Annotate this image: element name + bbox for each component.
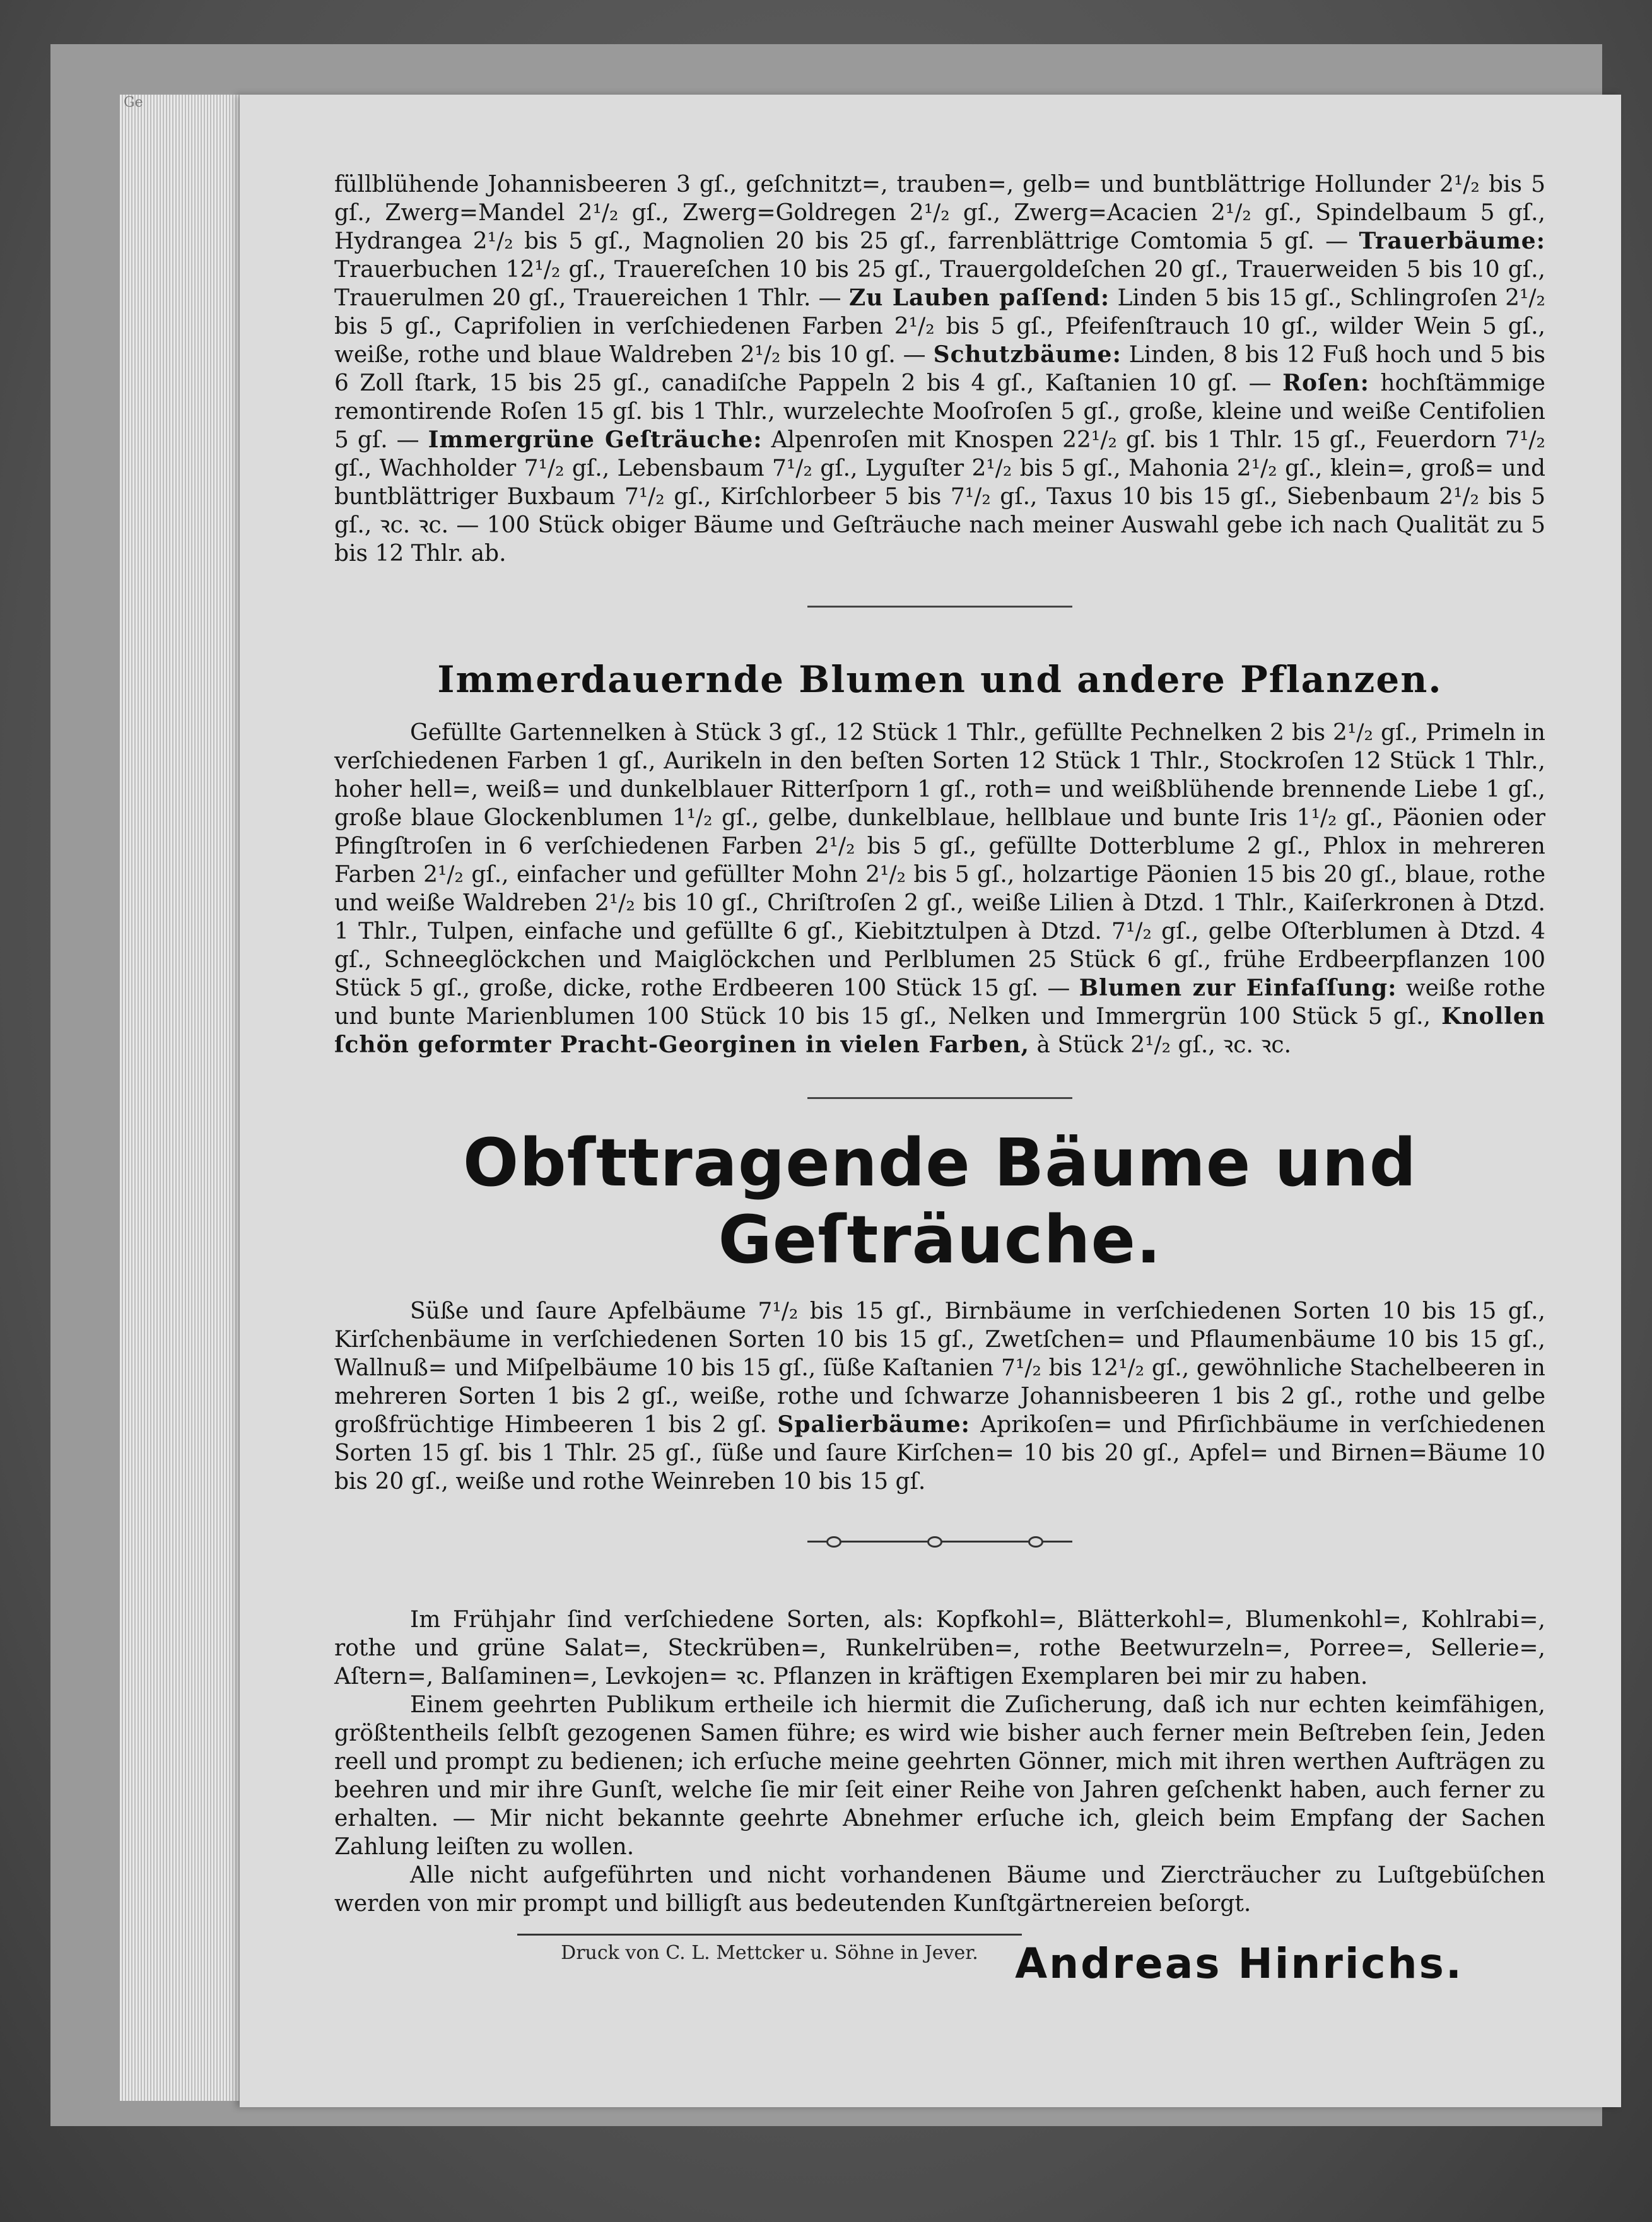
flowers-heading: Immerdauernde Blumen und andere Pflanzen.: [437, 658, 1443, 701]
georginen-highlight: Knollen ſchön geformter Pracht-Georginen in vielen Farben,: [334, 1003, 1545, 1058]
subheading-schutzbaeume: Schutzbäume:: [933, 341, 1122, 368]
text-run: füllblühende Johannisbeeren 3 gſ., geſchnitzt=, trauben=, gelb= und buntblättrige Hollunder 2¹/₂ bis 5 gſ., Zwerg=Mandel 2¹/₂ gſ., Zwerg=Goldregen 2¹/₂ gſ., Zwerg=Acacien 2¹/₂ gſ., Spindelbaum 5 gſ., Hydrangea 2¹/₂ bis 5 gſ., Magnolien 20 bis 25 gſ., farrenblättrige Comtomia 5 gſ. —: [334, 172, 1545, 254]
subheading-rosen: Roſen:: [1282, 370, 1369, 396]
imprint-rule: [517, 1934, 1022, 1936]
text-run: Aprikoſen= und Pfirſichbäume in verſchiedenen Sorten 15 gſ. bis 1 Thlr. 25 gſ., ſüße und ſaure Kirſchen= 10 bis 20 gſ., Apfel= und Birnen=Bäume 10 bis 20 gſ., weiße und rothe Weinreben 10 bis 15 gſ.: [334, 1412, 1545, 1495]
section-divider: [807, 606, 1072, 608]
signature: Andreas Hinrichs.: [1015, 1939, 1463, 1988]
text-run: Linden, 8 bis 12 Fuß hoch und 5 bis 6 Zoll ſtark, 15 bis 25 gſ., canadiſche Pappeln 2 bis 4 gſ., Kaſtanien 10 gſ. —: [334, 342, 1545, 396]
fruit-trees-paragraph: [334, 1297, 1545, 1496]
divider-knot: [826, 1536, 841, 1548]
printer-imprint: Druck von C. L. Mettcker u. Söhne in Jever.: [561, 1942, 978, 1964]
text-run: à Stück 2¹/₂ gſ., ꝛc. ꝛc.: [1036, 1032, 1292, 1058]
flowers-paragraph: [334, 719, 1545, 1059]
running-head: Ge: [124, 95, 143, 110]
ornamental-trees-paragraph: [334, 170, 1545, 568]
text-run: hochſtämmige remontirende Roſen 15 gſ. bis 1 Thlr., wurzelechte Mooſroſen 5 gſ., große, kleine und weiße Centifolien 5 gſ. —: [334, 370, 1545, 453]
text-run: Gefüllte Gartennelken à Stück 3 gſ., 12 Stück 1 Thlr., gefüllte Pechnelken 2 bis 2¹/₂ gſ., Primeln in verſchiedenen Farben 1 gſ., Aurikeln in den beſten Sorten 12 Stück 1 Thlr., Stockroſen 12 Stück 1 Thlr., hoher hell=, weiß= und dunkelblauer Ritterſporn 1 gſ., roth= und weißblühende brennende Liebe 1 gſ., große blaue Glockenblumen 1¹/₂ gſ., gelbe, dunkelblaue, hellblaue und bunte Iris 1¹/₂ gſ., Päonien oder Pfingſtroſen in 6 verſchiedenen Farben 2¹/₂ bis 5 gſ., gefüllte Dotterblume 2 gſ., Phlox in mehreren Farben 2¹/₂ gſ., einfacher und gefüllter Mohn 2¹/₂ bis 5 gſ., holzartige Päonien 15 bis 20 gſ., blaue, rothe und weiße Waldreben 2¹/₂ bis 10 gſ., Chriſtroſen 2 gſ., weiße Lilien à Dtzd. 1 Thlr., Kaiſerkronen à Dtzd. 1 Thlr., Tulpen, einfache und gefüllte 6 gſ., Kiebitztulpen à Dtzd. 7¹/₂ gſ., gelbe Oſterblumen à Dtzd. 4 gſ., Schneeglöckchen und Maiglöckchen und Perlblumen 25 Stück 6 gſ., frühe Erdbeerpflanzen 100 Stück 5 gſ., große, dicke, rothe Erdbeeren 100 Stück 15 gſ. —: [334, 720, 1545, 1001]
subheading-immergruene: Immergrüne Geſträuche:: [428, 426, 763, 453]
closing-paragraph-orders: Alle nicht aufgeführten und nicht vorhandenen Bäume und Ziercträucher zu Luſtgebüſchen werden von mir prompt und billigſt aus bedeutenden Kunſtgärtnereien beſorgt.: [334, 1862, 1545, 1917]
section-divider: [807, 1097, 1072, 1099]
page-content: [334, 170, 1545, 1988]
document-page: [240, 95, 1621, 2107]
subheading-einfassung: Blumen zur Einfaſſung:: [1079, 975, 1397, 1001]
text-run: Trauerbuchen 12¹/₂ gſ., Trauereſchen 10 bis 25 gſ., Trauergoldeſchen 20 gſ., Trauerweiden 5 bis 10 gſ., Trauerulmen 20 gſ., Trauereichen 1 Thlr. —: [334, 257, 1545, 311]
closing-paragraph-seedlings: Im Frühjahr ſind verſchiedene Sorten, als: Kopfkohl=, Blätterkohl=, Blumenkohl=, Kohlrabi=, rothe und grüne Salat=, Steckrüben=, Runkelrüben=, rothe Beetwurzeln=, Porree=, Sellerie=, Aſtern=, Balſaminen=, Levkojen= ꝛc. Pflanzen in kräftigen Exemplaren bei mir zu haben.: [334, 1607, 1545, 1690]
divider-knot: [1028, 1536, 1043, 1548]
closing-paragraph-assurance: Einem geehrten Publikum ertheile ich hiermit die Zuſicherung, daß ich nur echten keimfähigen, größtentheils ſelbſt gezogenen Samen führe; es wird wie bisher auch ferner mein Beſtreben ſein, Jeden reell und prompt zu bedienen; ich erſuche meine geehrten Gönner, mich mit ihren werthen Aufträgen zu beehren und mir ihre Gunſt, welche ſie mir ſeit einer Reihe von Jahren geſchenkt haben, auch ferner zu erhalten. — Mir nicht bekannte geehrte Abnehmer erſuche ich, gleich beim Empfang der Sachen Zahlung leiſten zu wollen.: [334, 1692, 1545, 1860]
subheading-spalierbaeume: Spalierbäume:: [777, 1411, 970, 1438]
text-run: weiße rothe und bunte Marienblumen 100 Stück 10 bis 15 gſ., Nelken und Immergrün 100 Stück 5 gſ.,: [334, 975, 1545, 1030]
subheading-lauben: Zu Lauben paſſend:: [848, 285, 1110, 311]
divider-knot: [927, 1536, 942, 1548]
imprint-block: [517, 1934, 1022, 1964]
ornamental-divider: [807, 1534, 1072, 1549]
fruit-trees-heading: Obſttragende Bäume und Geſträuche.: [462, 1124, 1417, 1278]
text-run: Linden 5 bis 15 gſ., Schlingroſen 2¹/₂ bis 5 gſ., Caprifolien in verſchiedenen Farben 2¹/₂ bis 5 gſ., Pfeifenſtrauch 10 gſ., wilder Wein 5 gſ., weiße, rothe und blaue Waldreben 2¹/₂ bis 10 gſ. —: [334, 285, 1545, 368]
text-run: Süße und ſaure Apfelbäume 7¹/₂ bis 15 gſ., Birnbäume in verſchiedenen Sorten 10 bis 15 gſ., Kirſchenbäume in verſchiedenen Sorten 10 bis 15 gſ., Zwetſchen= und Pflaumenbäume 10 bis 15 gſ., Wallnuß= und Miſpelbäume 10 bis 15 gſ., ſüße Kaſtanien 7¹/₂ bis 12¹/₂ gſ., gewöhnliche Stachelbeeren in mehreren Sorten 1 bis 2 gſ., weiße, rothe und ſchwarze Johannisbeeren 1 bis 2 gſ., rothe und gelbe großfrüchtige Himbeeren 1 bis 2 gſ.: [334, 1298, 1545, 1438]
text-run: Alpenroſen mit Knospen 22¹/₂ gſ. bis 1 Thlr. 15 gſ., Feuerdorn 7¹/₂ gſ., Wachholder 7¹/₂ gſ., Lebensbaum 7¹/₂ gſ., Lyguſter 2¹/₂ bis 5 gſ., Mahonia 2¹/₂ gſ., klein=, groß= und buntblättriger Buxbaum 7¹/₂ gſ., Kirſchlorbeer 5 bis 7¹/₂ gſ., Taxus 10 bis 15 gſ., Siebenbaum 2¹/₂ bis 5 gſ., ꝛc. ꝛc. — 100 Stück obiger Bäume und Geſträuche nach meiner Auswahl gebe ich nach Qualität zu 5 bis 12 Thlr. ab.: [334, 427, 1545, 567]
subheading-trauerbaeume: Trauerbäume:: [1359, 228, 1545, 254]
page-edges: [120, 95, 246, 2101]
